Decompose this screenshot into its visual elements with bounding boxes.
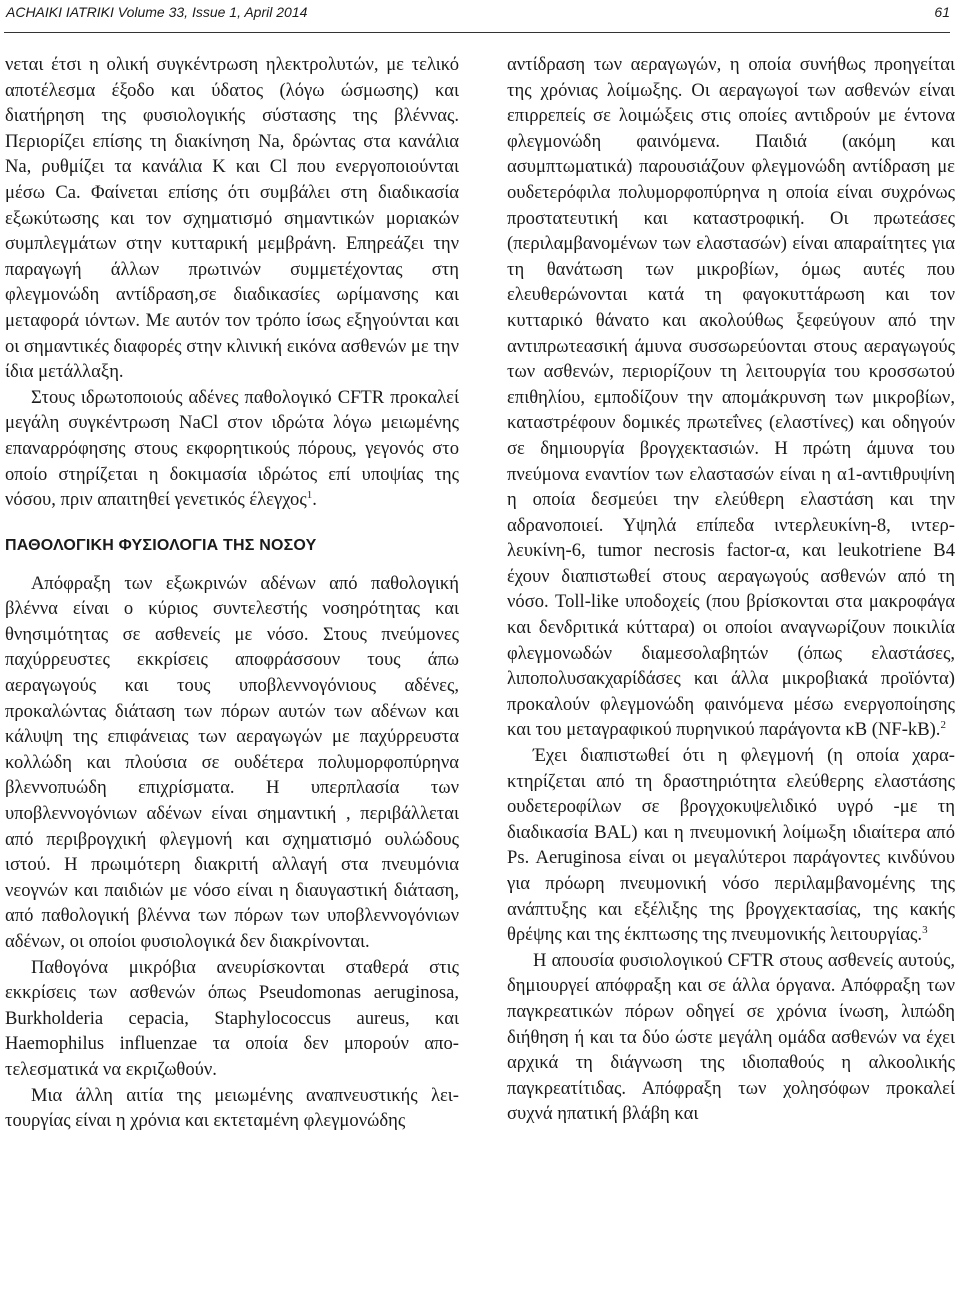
paragraph-risk-factors [507,743,955,948]
reference-2: 2 [940,719,946,732]
paragraph-cftr-function: νεται έτσι η ολική συγκέντρωση ηλεκτρολυτών, με τελικό αποτέλεσμα έξοδο και ύδατος (λόγω ώσμωσης) και διατήρηση της φυσιολογικής σύστασης της βλέννας. Περιορίζει επίσης τη διακίνηση Na, δρώντας στα κανάλια Na, ρυθμίζει τα κανάλια K και Cl που ενεργοποιούνται μέσω Ca. Φαίνεται επίσης ότι συμβάλει στη διαδικασία εξωκύτωσης και τον σχηματισμό σημαντικών μοριακών συμπλεγμάτων στην κυτταρική μεμβράνη. Επηρεάζει την παραγωγή άλλων πρωτινών συμμετέχοντας στη φλεγμονώδη αντίδραση,σε διαδικασίες ωρίμανσης και μεταφορά ιόντων. Με αυτόν τον τρόπο ίσως εξηγούνται και οι σημαντικές διαφορές στην κλινική εικόνα ασθενών με την ίδια μετάλλαξη. [5,54,459,383]
paragraph-inflammation-start: Μια άλλη αιτία της μειωμένης αναπνευστικής λειτουργίας είναι η χρόνια και εκτεταμένη φλεγμονώδης [5,1084,459,1132]
page-header [4,0,950,33]
paragraph-sweat-glands [5,385,459,513]
section-heading: ΠΑΘΟΛΟΓΙΚΗ ΦΥΣΙΟΛΟΓΙΑ ΤΗΣ ΝΟΣΟΥ [5,536,317,554]
paragraph-pathogens: Παθογόνα μικρόβια ανευρίσκονται σταθερά στις εκκρίσεις των ασθενών όπως Pseudomonas aeruginosa, Burkholderia cepacia, Staphylococcus aureus, και Haemophilus influenzae τα οποία δεν μπορούν αποτελεσματικά να εκριζωθούν. [5,956,459,1080]
paragraph-obstruction: Απόφραξη των εξωκρινών αδένων από παθολογική βλέννα είναι ο κύριος συντελεστής νοσηρότητας και θνησιμότητας σε ασθενείς με νόσο. Στους πνεύμονες παχύρρευστες εκκρίσεις αποφράσσουν τους άπω αεραγωγούς και τους υποβλεννογόνιους αδένες, προκαλώντας διάταση των πόρων αυτών των αδένων και κάλυψη της επιφάνειας των αεραγωγών με παχύρρευστα κολλώδη και πλούσια σε ουδέτερα πολυμορφοπύρηνα βλεννοπυώδη επιχρίσματα. Η υπερπλασία των υποβλεννογόνιων αδένων είναι σημαντική , περιβάλλεται από περιβρογχική φλεγμονή και σχηματισμό ουλώδους ιστού. Η πρωιμότερη διακριτή αλλαγή στα πνευμόνια νεογνών και παιδιών με νόσο είναι η διαυγαστική διάταση, από παθολογική βλέννα των πόρων των υποβλεννογόνιων αδένων, οι οποίοι φυσιολογικά δεν διακρίνονται. [5,572,459,952]
journal-citation: ACHAIKI IATRIKI Volume 33, Issue 1, April 2014 [6,4,308,20]
paragraph-text: αντίδραση των αεραγωγών, η οποία συνήθως προηγείται της χρόνιας λοίμωξης. Οι αεραγωγοί των ασθενών είναι επιρρεπείς σε λοιμώξεις στις οποίες αντιδρούν με έντονα φλεγμονώδη φαινόμενα. Παιδιά (ακόμη και ασυμπτωματικά) παρουσιάζουν φλεγμονώδη αντίδραση με ουδετερόφιλα πολυμορφοπύρηνα η οποία είναι συχρόνως προστατευτική και καταστροφική. Οι πρωτεάσες (περιλαμβανομένων των ελαστασών) είναι απαραίτητες για τη θανάτωση των μικροβίων, όμως αυτές που ελευθερώνονται κατά τη φαγοκυττάρωση και τον κυτταρικό θάνατο και ακολούθως ξεφεύγουν από την αντιπρωτεασική άμυνα συσσωρεύονται στους αεραγωγούς των ασθενών, περιορίζουν τη λειτουργία του κροσσωτού επιθηλίου, εμποδίζουν την απομάκρυνση των μικροβίων, καταστρέφουν δομικές πρωτεΐνες (ελαστίνες) και οδηγούν σε δημιουργία βρογχεκτασιών. Η πρώτη άμυνα του πνεύμονα εναντίον των ελαστασών είναι η α1-αντιθρυψίνη η οποία δεσμεύει την ελεύθερη ελαστάση και την αδρανοποιεί. Υψηλά επίπεδα ιντερλευκίνη-8, ιντερλευκίνη-6, tumor necrosis factor-α, και leukotriene B4 έχουν διαπιστωθεί στους αεραγωγούς ασθενών από τη νόσο. Toll-like υποδοχείς (που βρίσκονται στα μακροφάγα και δενδριτικά κύτταρα) οι οποίοι αναγνωρίζουν ποικιλία φλεγμονωδών διαμεσολαβητών (όπως ελαστάσες, λιποπολυσακχαρίδάσες και άλλα μικροβιακά προϊόντα) προκαλούν φλεγμονώδη φαινόμενα μέσω ενεργοποίησης και του μεταγραφικού πυρηνικού παράγοντα κB (NF-kB). [507,54,955,741]
paragraph-other-organs: Η απουσία φυσιολογικού CFTR στους ασθενείς αυτούς, δημιουργεί απόφραξη και σε άλλα όργανα. Απόφραξη των παγκρεατικών πόρων οδηγεί σε χρόνια ίνωση, λιπώδη διήθηση ή και τα δύο ώστε μεγάλη ομάδα ασθενών να έχει αρχικά τη διάγνωση της ιδιοπαθούς η αλκοολικής παγκρεατίτιδας. Απόφραξη των χολησόφων προκαλεί συχνά ηπατική βλάβη και [507,949,955,1125]
page-number: 61 [934,4,950,20]
right-column [507,52,955,1127]
reference-1: 1 [306,488,313,501]
paragraph-end: . [312,489,317,511]
left-column [5,52,459,1134]
paragraph-text: Στους ιδρωτοποιούς αδένες παθολογικό CFTR προκαλεί μεγάλη συγκέντρωση NaCl στον ιδρώτα λόγω μειωμένης επαναρρόφησης στους εκφορητικούς πόρους, γεγονός στο οποίο στηρίζεται η δοκιμασία ιδρώτος επί υποψίας της νόσου, πριν απαιτηθεί γενετικός έλεγχος [5,386,459,511]
reference-3: 3 [922,924,928,936]
paragraph-inflammation-continued [507,52,955,743]
paragraph-text: Έχει διαπιστωθεί ότι η φλεγμονή (η οποία χαρακτηρίζεται από τη δραστηριότητα ελεύθερης ελαστάσης ουδετεροφίλων σε βρογχοκυψελιδικό υγρό -με τη διαδικασία BAL) και η πνευμονική λοίμωξη ιδιαίτερα από Ps. Aeruginosa είναι οι μεγαλύτεροι παράγοντες κινδύνου για πρόωρη πνευμονική νόσο περιλαμβανομένης της ανάπτυξης και εξέλιξης της βρογχεκτασίας, της κακής θρέψης και της έκπτωσης της πνευμονικής λειτουργίας. [507,745,955,946]
